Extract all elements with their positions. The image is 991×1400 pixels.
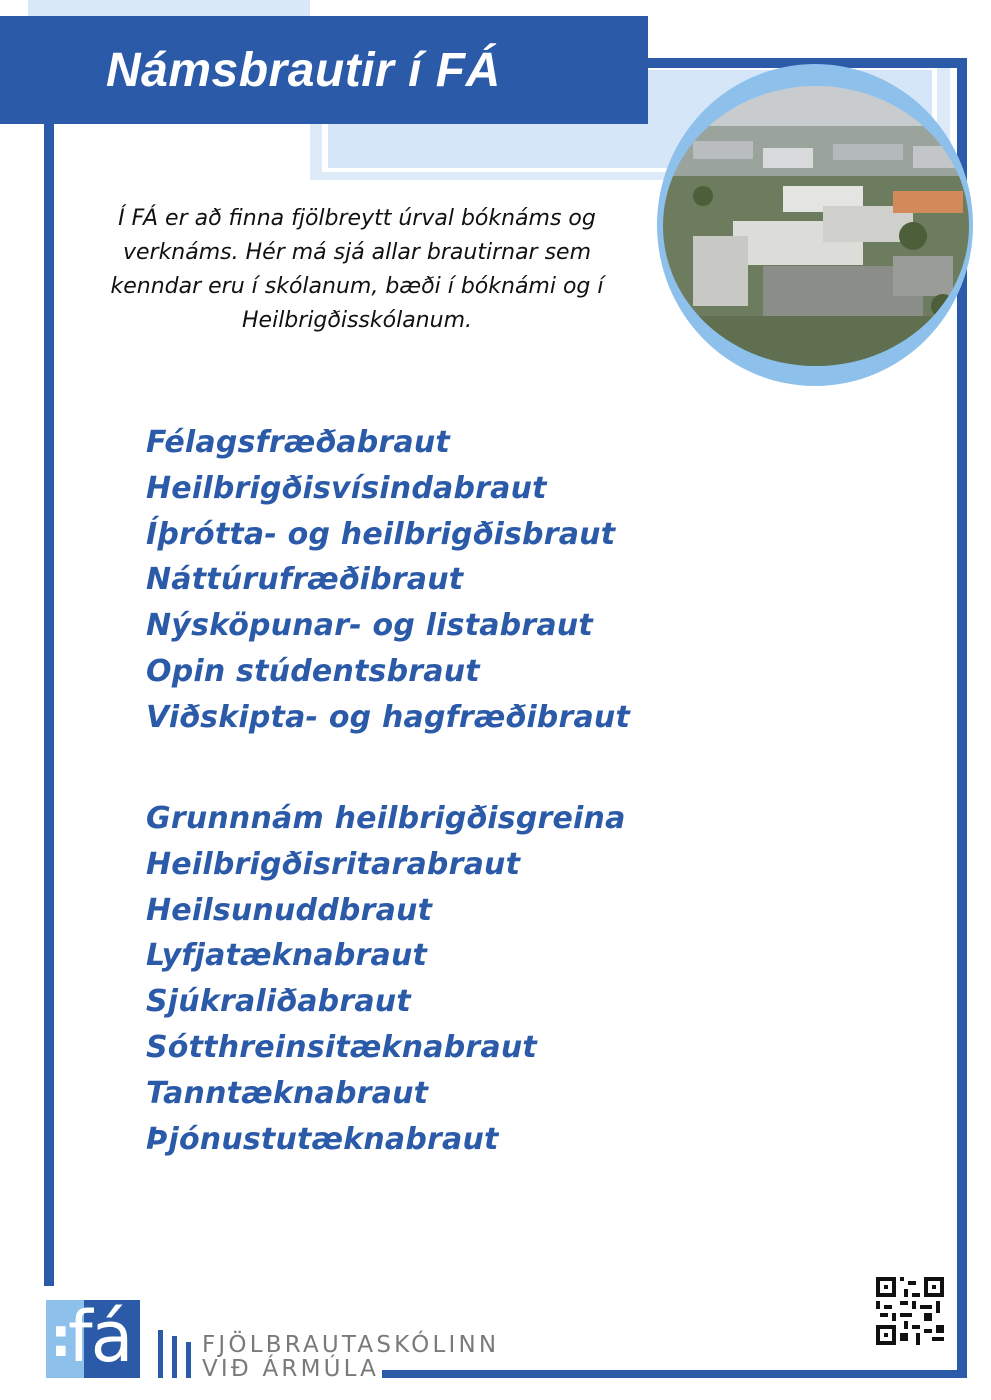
program-item: Nýsköpunar- og listabraut	[146, 608, 593, 644]
program-item: Náttúrufræðibraut	[146, 562, 464, 598]
school-name-line2: VIÐ ÁRMÚLA	[202, 1356, 380, 1382]
program-item: Tanntæknabraut	[146, 1075, 429, 1111]
program-item: Þjónustutæknabraut	[146, 1121, 499, 1157]
program-item: Heilbrigðisritarabraut	[146, 846, 521, 882]
program-item: Heilsunuddbraut	[146, 892, 433, 928]
intro-paragraph	[78, 202, 636, 338]
frame-left-border	[44, 110, 54, 1286]
program-list-health	[146, 796, 626, 1162]
logo-bar	[186, 1342, 191, 1378]
page-title: Námsbrautir í FÁ	[106, 43, 501, 97]
program-item: Sjúkraliðabraut	[146, 984, 411, 1020]
frame-bottom-border	[382, 1370, 967, 1378]
program-list-general	[146, 420, 630, 741]
program-item: Opin stúdentsbraut	[146, 653, 480, 689]
intro-line: Í FÁ er að finna fjölbreytt úrval bóknáms og	[118, 206, 596, 231]
program-item: Íþrótta- og heilbrigðisbraut	[146, 516, 616, 552]
logo-bar	[158, 1330, 163, 1378]
program-item: Viðskipta- og hagfræðibraut	[146, 699, 631, 735]
program-item: Félagsfræðabraut	[146, 425, 450, 460]
intro-line: Heilbrigðisskólanum.	[242, 308, 472, 333]
qr-code-icon[interactable]	[876, 1277, 944, 1345]
program-item: Sótthreinsitæknabraut	[146, 1029, 537, 1065]
logo-mark: fá	[68, 1296, 132, 1378]
logo-bar	[172, 1336, 177, 1378]
program-item: Lyfjatæknabraut	[146, 938, 428, 974]
program-item: Heilbrigðisvísindabraut	[146, 470, 547, 506]
intro-line: kenndar eru í skólanum, bæði í bóknámi og í	[110, 274, 604, 299]
top-accent-strip	[28, 0, 310, 16]
intro-line: verknáms. Hér má sjá allar brautirnar sem	[122, 240, 592, 265]
campus-aerial-photo	[663, 86, 969, 366]
program-item: Grunnnám heilbrigðisgreina	[146, 801, 626, 836]
school-name-line1: FJÖLBRAUTASKÓLINN	[202, 1332, 500, 1358]
logo-colon: :	[50, 1306, 72, 1369]
title-banner	[0, 16, 648, 124]
